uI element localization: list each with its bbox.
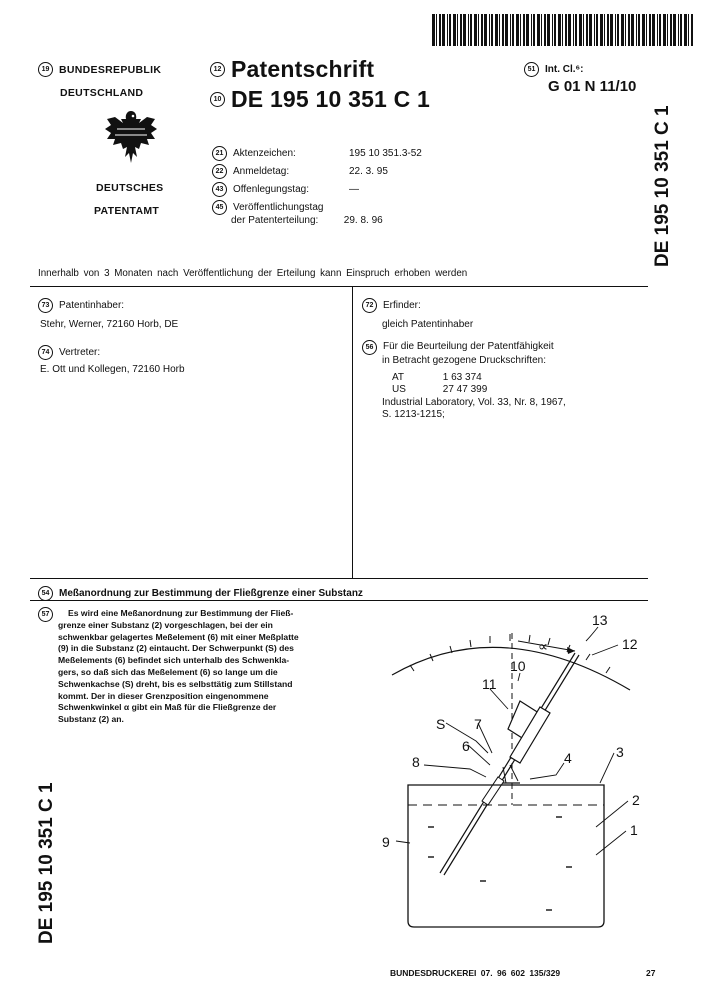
barcode-bar — [533, 14, 535, 46]
barcode-bar — [652, 14, 655, 46]
federal-eagle-emblem — [103, 107, 159, 167]
barcode-bar — [432, 14, 435, 46]
representative-block — [38, 345, 185, 375]
barcode-bar — [436, 14, 437, 46]
rule-bottom — [30, 578, 648, 579]
barcode-bar — [468, 14, 469, 46]
office-line1: DEUTSCHES — [96, 182, 164, 194]
barcode-bar — [478, 14, 479, 46]
biblio-label: Aktenzeichen: — [233, 148, 296, 159]
barcode-bar — [442, 14, 445, 46]
technical-drawing — [370, 605, 670, 935]
barcode-bar — [568, 14, 571, 46]
barcode-bar — [594, 14, 595, 46]
bibliographic-data — [212, 146, 452, 226]
barcode-bar — [439, 14, 441, 46]
abstract-line: grenze einer Substanz (2) vorgeschlagen, bei der ein — [58, 619, 273, 630]
inid-43: 43 — [212, 182, 227, 197]
references-block — [362, 340, 566, 422]
barcode-bar — [489, 14, 490, 46]
abstract-block — [38, 606, 53, 624]
barcode-bar — [544, 14, 546, 46]
biblio-value: 22. 3. 95 — [349, 166, 388, 177]
barcode-bar — [531, 14, 532, 46]
literature-ref: Industrial Laboratory, Vol. 33, Nr. 8, 1967, — [382, 396, 566, 408]
inid-56: 56 — [362, 340, 377, 355]
abstract-line: gers, so daß sich das Meßelement (6) so lange um die — [58, 666, 278, 677]
label-1: 1 — [630, 822, 638, 838]
barcode-bar — [586, 14, 588, 46]
barcode-bar — [453, 14, 456, 46]
barcode-bar — [646, 14, 647, 46]
side-doc-number-top: DE 195 10 351 C 1 — [652, 105, 673, 267]
owner-value: Stehr, Werner, 72160 Horb, DE — [40, 319, 179, 330]
barcode-bar — [678, 14, 679, 46]
title-row — [38, 586, 363, 601]
label-7: 7 — [474, 716, 482, 732]
biblio-row — [212, 164, 452, 179]
inventor-value: gleich Patentinhaber — [382, 319, 474, 330]
barcode-bar — [526, 14, 529, 46]
side-doc-number-bottom: DE 195 10 351 C 1 — [36, 782, 57, 944]
patent-owner-block — [38, 298, 178, 330]
barcode-bar — [691, 14, 693, 46]
inid-74: 74 — [38, 345, 53, 360]
literature-ref-pages: S. 1213-1215; — [382, 409, 445, 420]
biblio-value: — — [349, 184, 359, 195]
barcode-bar — [502, 14, 504, 46]
doc-number: DE 195 10 351 C 1 — [231, 86, 431, 112]
doc-type-row — [210, 56, 374, 83]
barcode-bar — [688, 14, 689, 46]
barcode-bar — [510, 14, 511, 46]
barcode-bar — [610, 14, 613, 46]
abstract-line: schwenkbar gelagertes Meßelement (6) mit einer Meßplatte — [58, 631, 299, 642]
label-2: 2 — [632, 792, 640, 808]
reference-row — [392, 372, 566, 385]
inid-57: 57 — [38, 607, 53, 622]
office-line2: PATENTAMT — [94, 205, 160, 217]
barcode-bar — [631, 14, 634, 46]
inid-72: 72 — [362, 298, 377, 313]
barcode-bar — [583, 14, 584, 46]
barcode-bar — [491, 14, 493, 46]
abstract-line: Meßelements (6) befindet sich unterhalb des Schwenkla- — [58, 655, 290, 666]
biblio-label: der Patenterteilung: — [231, 215, 319, 226]
barcode-bar — [541, 14, 542, 46]
references-label-cont: in Betracht gezogene Druckschriften: — [382, 355, 546, 366]
barcode-bar — [457, 14, 458, 46]
label-10: 10 — [510, 658, 526, 674]
inid-22: 22 — [212, 164, 227, 179]
barcode-bar — [565, 14, 567, 46]
inid-54: 54 — [38, 586, 53, 601]
int-cl-row — [524, 62, 584, 77]
barcode-bar — [579, 14, 582, 46]
barcode-bar — [470, 14, 472, 46]
label-8: 8 — [412, 754, 420, 770]
substance-marks — [428, 817, 572, 910]
measuring-rod — [440, 653, 575, 873]
inid-73: 73 — [38, 298, 53, 313]
barcode-bar — [449, 14, 451, 46]
label-9: 9 — [382, 834, 390, 850]
country-line2: DEUTSCHLAND — [60, 87, 144, 99]
rule-top — [30, 286, 648, 287]
barcode-bar — [495, 14, 498, 46]
abstract-line: Schwenkwinkel α gibt ein Maß für die Fließgrenze der — [58, 702, 277, 713]
label-6: 6 — [462, 738, 470, 754]
barcode-bar — [617, 14, 619, 46]
biblio-label: Veröffentlichungstag — [233, 202, 324, 213]
doc-number-row — [210, 86, 430, 113]
barcode-bar — [680, 14, 682, 46]
barcode-bar — [460, 14, 462, 46]
barcode-bar — [615, 14, 616, 46]
inid-21: 21 — [212, 146, 227, 161]
barcode-graphic — [432, 14, 694, 46]
abstract-line: kommt. Der in dieser Grenzposition eingenommene — [58, 690, 269, 701]
inventor-block — [362, 298, 473, 330]
reference-country: US — [392, 384, 406, 395]
label-S: S — [436, 716, 446, 732]
barcode-bar — [499, 14, 500, 46]
invention-title: Meßanordnung zur Bestimmung der Fließgrenze einer Substanz — [59, 588, 363, 599]
owner-label: Patentinhaber: — [59, 300, 125, 311]
label-3: 3 — [616, 744, 624, 760]
inid-45: 45 — [212, 200, 227, 215]
barcode-bar — [670, 14, 672, 46]
label-11: 11 — [482, 676, 497, 692]
label-4: 4 — [564, 750, 572, 766]
barcode-bar — [625, 14, 626, 46]
barcode-bar — [673, 14, 676, 46]
representative-value: E. Ott und Kollegen, 72160 Horb — [40, 364, 185, 375]
barcode-bar — [600, 14, 603, 46]
barcode-bar — [481, 14, 483, 46]
barcode-bar — [558, 14, 561, 46]
container — [408, 785, 604, 927]
barcode-bar — [663, 14, 666, 46]
label-12: 12 — [622, 636, 638, 652]
abstract-line: Es wird eine Meßanordnung zur Bestimmung der Fließ- — [68, 608, 294, 618]
printer-line: BUNDESDRUCKEREI 07. 96 602 135/329 — [390, 968, 561, 978]
reference-country: AT — [392, 371, 405, 383]
barcode-bar — [649, 14, 651, 46]
barcode-bar — [447, 14, 448, 46]
page-number: 27 — [646, 968, 656, 978]
barcode-bar — [512, 14, 514, 46]
biblio-row — [212, 200, 452, 215]
label-13: 13 — [592, 612, 608, 628]
barcode-bar — [552, 14, 553, 46]
barcode-bar — [636, 14, 637, 46]
label-alpha: ∝ — [538, 638, 549, 654]
biblio-value: 29. 8. 96 — [343, 215, 383, 226]
abstract-line: Schwenkachse (S) dreht, bis es selbsttätig zum Stillstand — [58, 678, 293, 689]
barcode-bar — [505, 14, 508, 46]
representative-label: Vertreter: — [59, 347, 101, 358]
barcode-bar — [628, 14, 630, 46]
references-label: Für die Beurteilung der Patentfähigkeit — [383, 341, 554, 353]
barcode-bar — [642, 14, 645, 46]
inventor-label: Erfinder: — [383, 300, 421, 311]
biblio-row — [212, 182, 452, 197]
barcode-bar — [684, 14, 687, 46]
barcode-bar — [596, 14, 598, 46]
barcode-bar — [659, 14, 661, 46]
barcode-bar — [484, 14, 487, 46]
barcode-bar — [638, 14, 640, 46]
barcode-bar — [537, 14, 540, 46]
reference-number: 27 47 399 — [442, 384, 488, 395]
barcode-bar — [607, 14, 609, 46]
inid-19: 19 — [38, 62, 53, 77]
int-cl-value: G 01 N 11/10 — [548, 78, 637, 95]
rule-title — [30, 600, 648, 601]
barcode-bar — [520, 14, 521, 46]
reference-row — [392, 384, 566, 397]
biblio-label: Anmeldetag: — [233, 166, 290, 177]
barcode-bar — [562, 14, 563, 46]
barcode-bar — [604, 14, 605, 46]
barcode-bar — [523, 14, 525, 46]
column-divider — [352, 286, 353, 578]
barcode-bar — [621, 14, 624, 46]
inid-10: 10 — [210, 92, 225, 107]
abstract-line: Substanz (2) an. — [58, 714, 124, 725]
inid-12: 12 — [210, 62, 225, 77]
biblio-row — [212, 146, 452, 161]
barcode-bar — [575, 14, 577, 46]
barcode-bar — [547, 14, 550, 46]
inid-51: 51 — [524, 62, 539, 77]
int-cl-label: Int. Cl.⁶: — [545, 64, 584, 75]
barcode-bar — [554, 14, 556, 46]
country-block — [38, 62, 161, 99]
biblio-row-cont — [231, 215, 452, 226]
barcode-bar — [463, 14, 466, 46]
biblio-label: Offenlegungstag: — [233, 184, 309, 195]
barcode-bar — [667, 14, 668, 46]
barcode-bar — [474, 14, 477, 46]
country-line1: BUNDESREPUBLIK — [59, 63, 162, 76]
barcode-bar — [573, 14, 574, 46]
doc-type: Patentschrift — [231, 56, 375, 82]
opposition-notice: Innerhalb von 3 Monaten nach Veröffentlichung der Erteilung kann Einspruch erhoben werden — [38, 268, 468, 279]
biblio-value: 195 10 351.3-52 — [349, 148, 422, 159]
abstract-line: (9) in die Substanz (2) eintaucht. Der Schwerpunkt (S) des — [58, 643, 294, 654]
barcode-bar — [516, 14, 519, 46]
barcode-bar — [657, 14, 658, 46]
barcode — [432, 14, 694, 46]
abstract-text — [58, 608, 348, 726]
reference-number: 1 63 374 — [442, 371, 482, 383]
barcode-bar — [589, 14, 592, 46]
